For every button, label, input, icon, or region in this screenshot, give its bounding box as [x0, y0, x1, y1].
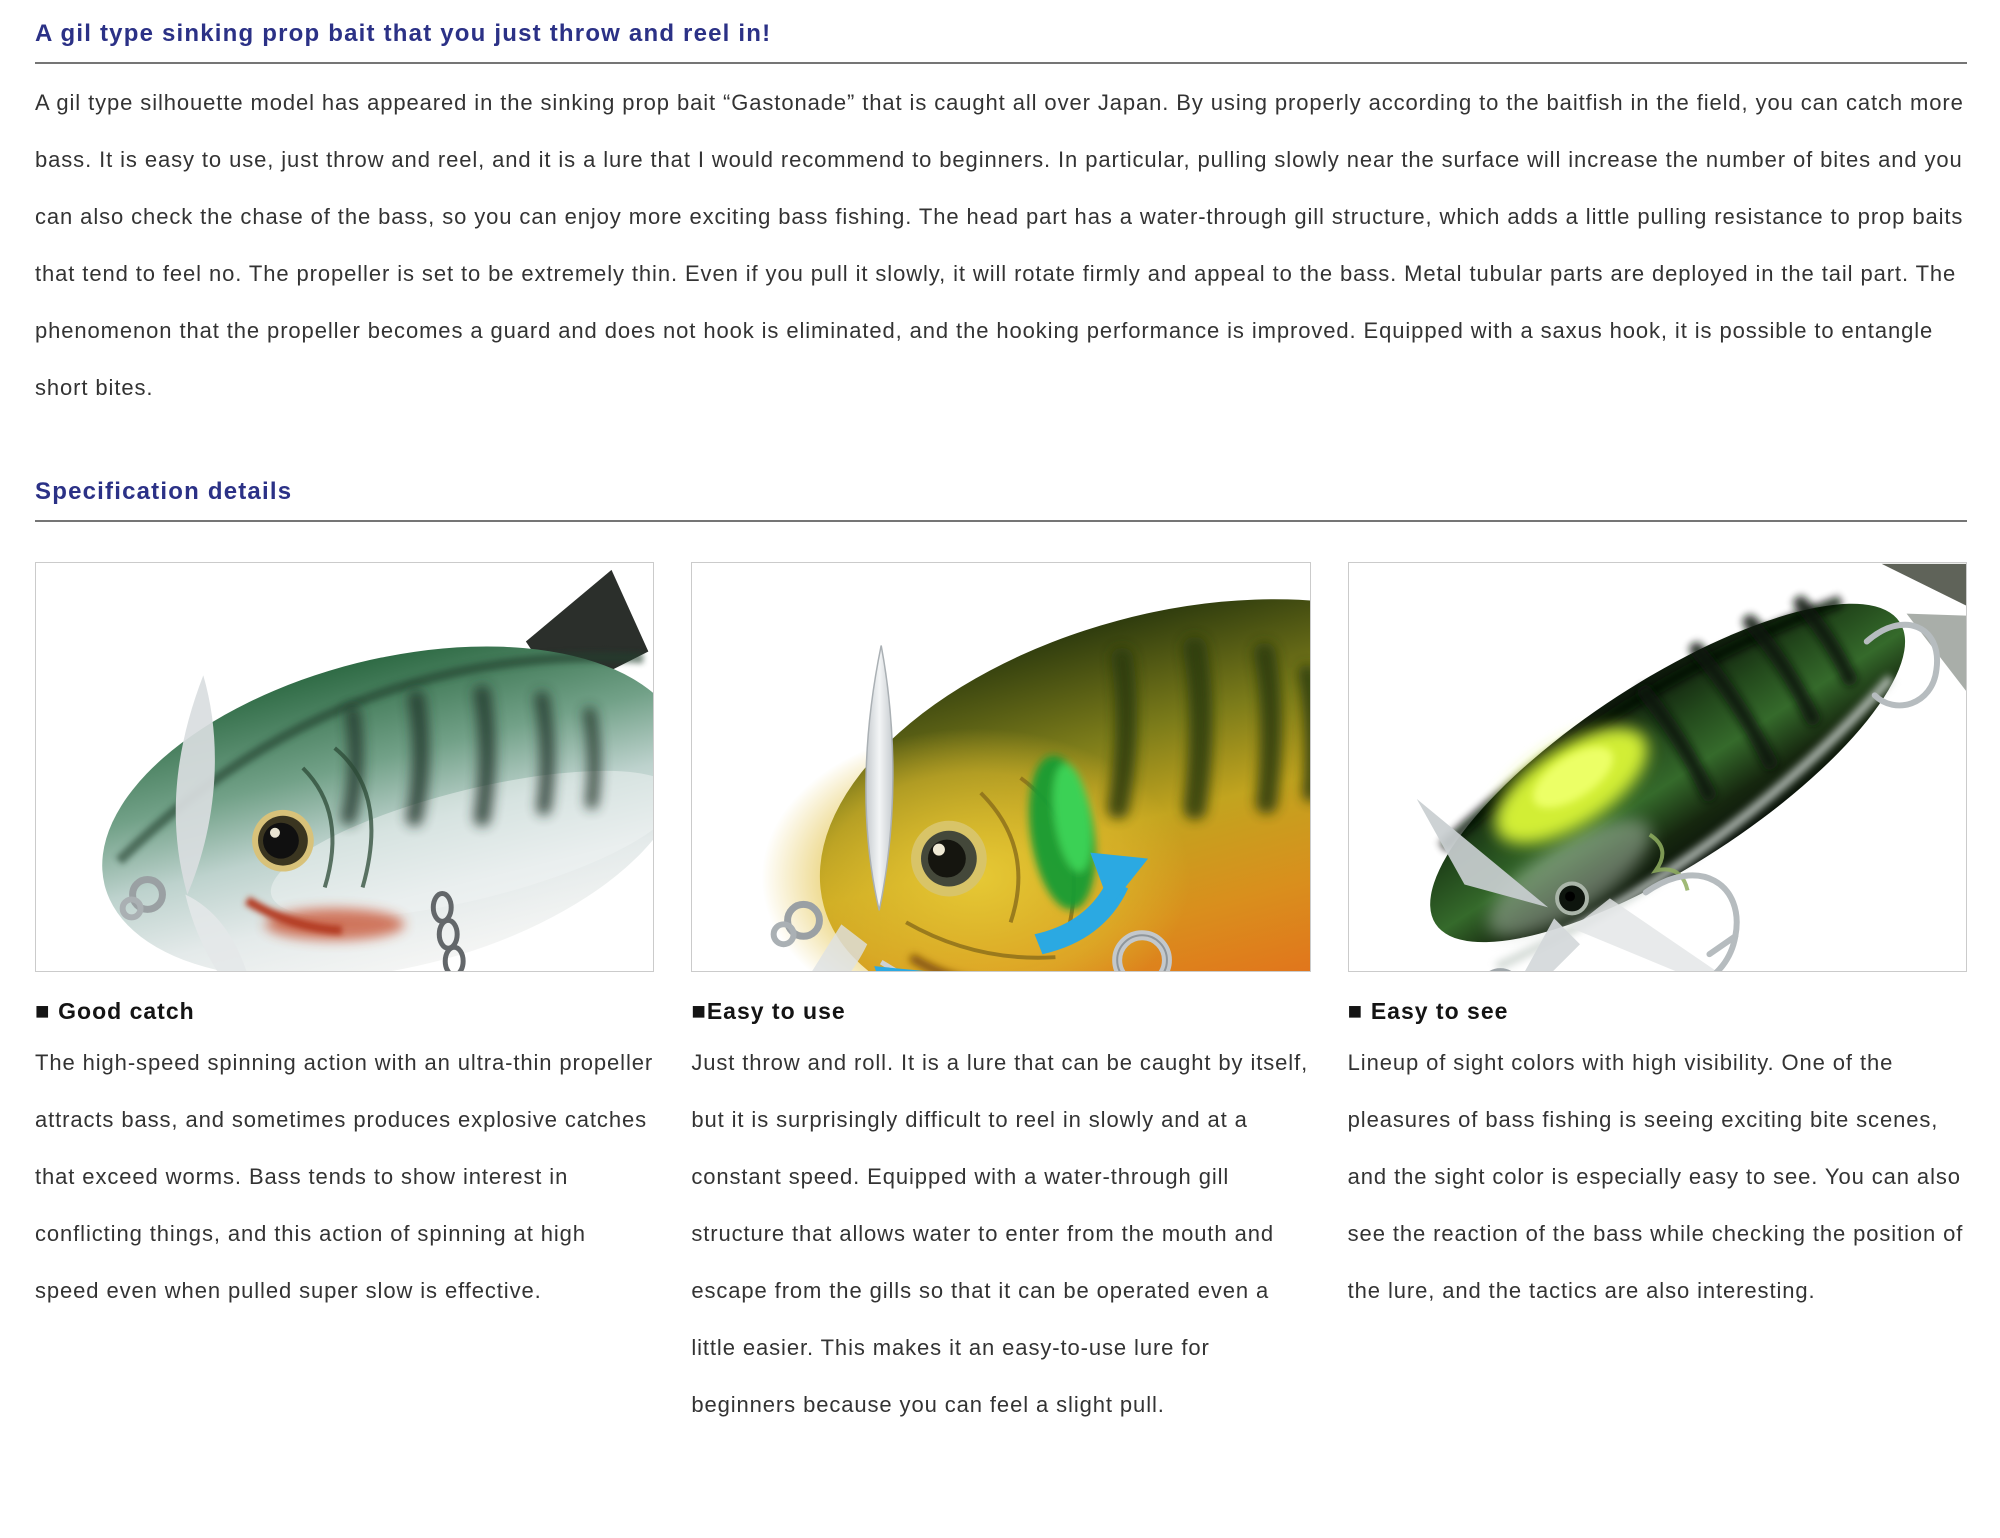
feature-heading [691, 998, 1310, 1026]
feature-heading [35, 998, 654, 1026]
feature-good-catch [35, 562, 654, 1433]
square-bullet-icon: ■ [1347, 998, 1371, 1025]
lure-image-blue-gill [36, 563, 653, 971]
section-divider [35, 520, 1967, 522]
square-bullet-icon: ■ [35, 998, 59, 1025]
feature-heading [1348, 998, 1967, 1026]
lure-photo-good-catch [35, 562, 654, 972]
feature-heading-label: Easy to see [1370, 998, 1509, 1024]
square-bullet-icon: ■ [691, 998, 707, 1025]
feature-paragraph: Lineup of sight colors with high visibility. One of the pleasures of bass fishing is seeing exciting bite scenes, and the sight color is especially easy to see. You can also see the reaction of the bass while checking the position of the lure, and the tactics are also interesting. [1347, 1050, 1964, 1303]
lure-image-sight-color [1349, 563, 1966, 971]
spec-section-title: Specification details [35, 478, 293, 505]
feature-columns [35, 562, 1967, 1433]
section-divider [35, 62, 1967, 64]
lure-photo-easy-to-see [1348, 562, 1967, 972]
feature-paragraph: Just throw and roll. It is a lure that can be caught by itself, but it is surprisingly difficult to reel in slowly and at a constant speed. Equipped with a water-through gill structure that allows water to enter from the mouth and escape from the gills so that it can be operated even a little easier. This makes it an easy-to-use lure for beginners because you can feel a slight pull. [691, 1050, 1309, 1417]
feature-heading-label: Good catch [58, 998, 195, 1024]
lure-image-gill-flow [692, 563, 1309, 971]
feature-heading-label: Easy to use [706, 998, 846, 1024]
feature-paragraph: The high-speed spinning action with an ultra-thin propeller attracts bass, and sometimes produces explosive catches that exceed worms. Bass tends to show interest in conflicting things, and this action of spinning at high speed even when pulled super slow is effective. [35, 1050, 654, 1303]
feature-easy-to-use [691, 562, 1310, 1433]
lure-photo-easy-to-use [691, 562, 1310, 972]
feature-easy-to-see [1348, 562, 1967, 1433]
intro-paragraph: A gil type silhouette model has appeared in the sinking prop bait “Gastonade” that is caught all over Japan. By using properly according to the baitfish in the field, you can catch more bass. It is easy to use, just throw and reel, and it is a lure that I would recommend to beginners. In particular, pulling slowly near the surface will increase the number of bites and you can also check the chase of the bass, so you can enjoy more exciting bass fishing. The head part has a water-through gill structure, which adds a little pulling resistance to prop baits that tend to feel no. The propeller is set to be extremely thin. Even if you pull it slowly, it will rotate firmly and appeal to the bass. Metal tubular parts are deployed in the tail part. The phenomenon that the propeller becomes a guard and does not hook is eliminated, and the hooking performance is improved. Equipped with a saxus hook, it is possible to entangle short bites. [35, 90, 1964, 400]
page-title: A gil type sinking prop bait that you just throw and reel in! [35, 20, 772, 47]
